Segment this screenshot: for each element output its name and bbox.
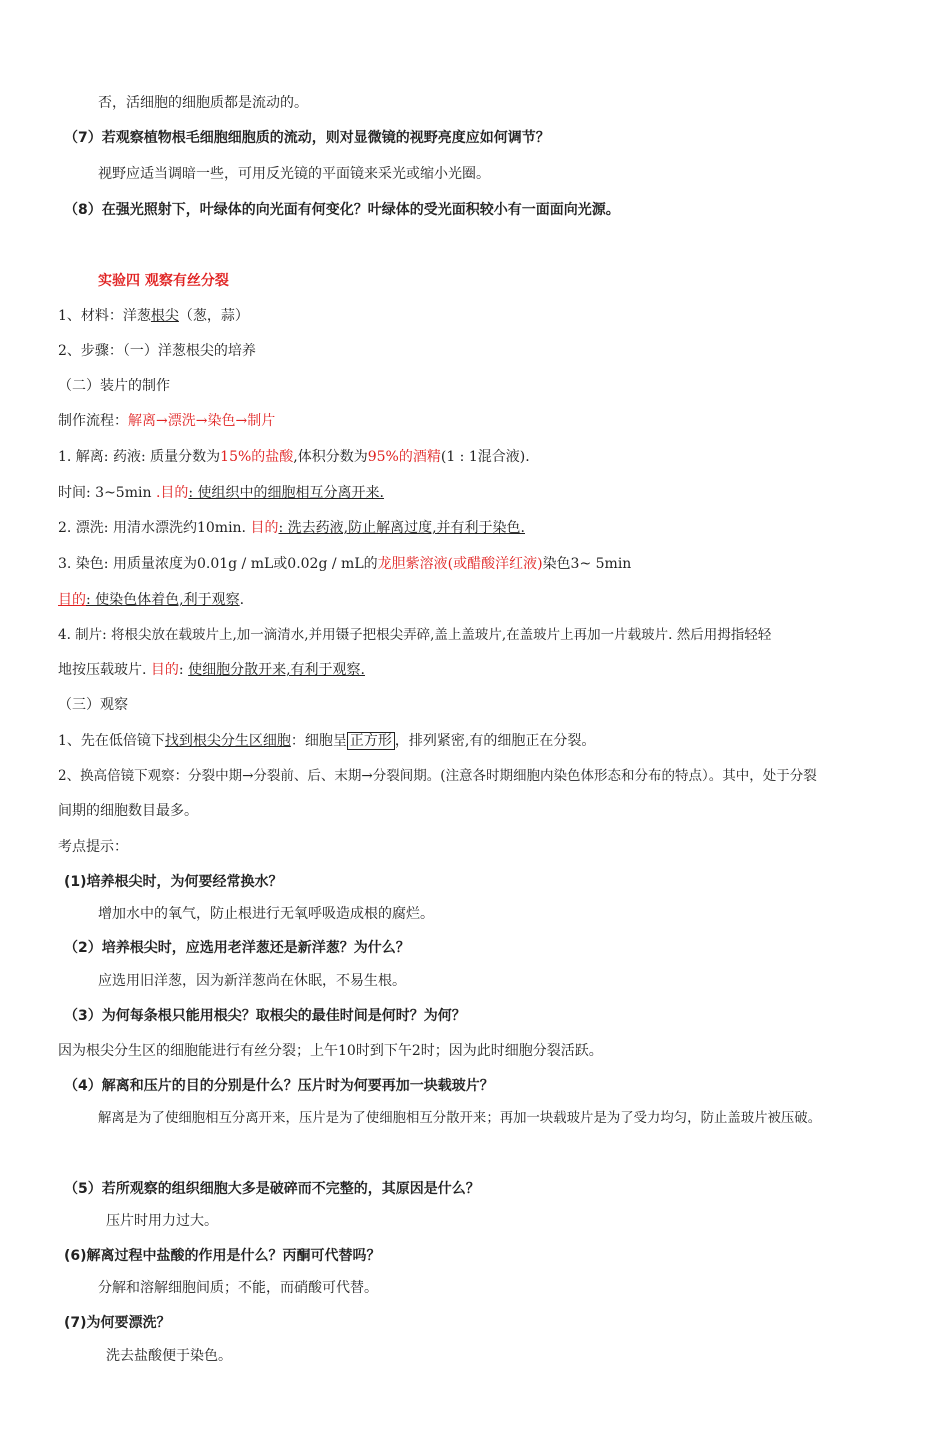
ranse-goal-line: [58, 590, 244, 610]
flow-label: 制作流程：: [58, 413, 128, 429]
question-heading: （8）在强光照射下，叶绿体的向光面有何变化？叶绿体的受光面积较小有一面面向光源。: [64, 202, 620, 218]
question-heading: （4）解离和压片的目的分别是什么？压片时为何要再加一块载玻片？: [64, 1078, 494, 1094]
highlight-text: 龙胆紫溶液(或醋酸洋红液): [377, 556, 543, 572]
text-segment: 地按压载玻片.: [58, 662, 151, 678]
question-heading: （5）若所观察的组织细胞大多是破碎而不完整的，其原因是什么？: [64, 1181, 480, 1197]
underlined-text: 使细胞分散开来,有利于观察.: [188, 662, 365, 678]
steps-line: 2、步骤：（一）洋葱根尖的培养: [58, 343, 256, 359]
text-segment: .: [239, 592, 245, 608]
highlight-text: 15%的盐酸: [220, 449, 294, 465]
time-line: [58, 483, 384, 503]
text-segment: 1、材料：洋葱: [58, 308, 151, 324]
ranse-line: [58, 554, 631, 574]
zhipian-line-2: [58, 660, 365, 680]
question-heading: （2）培养根尖时，应选用老洋葱还是新洋葱？为什么？: [64, 940, 410, 956]
text-segment: 染色3~ 5min: [542, 556, 632, 572]
text-segment: 1. 解离: 药液: 质量分数为: [58, 449, 221, 465]
text-line: 否，活细胞的细胞质都是流动的。: [98, 95, 308, 111]
answer-text: 增加水中的氧气，防止根进行无氧呼吸造成根的腐烂。: [98, 906, 434, 922]
underlined-text: 根尖: [150, 308, 179, 324]
underlined-text: : 使染色体着色,利于观察: [86, 592, 240, 608]
jieli-line: [58, 447, 530, 467]
question-heading: （3）为何每条根只能用根尖？取根尖的最佳时间是何时？为何？: [64, 1008, 466, 1024]
highlight-text: .目的: [155, 485, 189, 501]
piaoxi-line: [58, 518, 525, 538]
material-line: [58, 306, 249, 326]
flow-value: 解离→漂洗→染色→制片: [128, 413, 276, 429]
answer-text: 洗去盐酸便于染色。: [106, 1348, 232, 1364]
observe-line-1: [58, 731, 595, 751]
question-heading: （7）若观察植物根毛细胞细胞质的流动，则对显微镜的视野亮度应如何调节？: [64, 130, 550, 146]
question-heading: (6)解离过程中盐酸的作用是什么？丙酮可代替吗？: [64, 1248, 381, 1264]
question-heading: (1)培养根尖时，为何要经常换水？: [64, 874, 283, 890]
text-segment: （葱，蒜）: [178, 308, 249, 324]
text-segment: 1、先在低倍镜下: [58, 733, 165, 749]
text-segment: 时间: 3~5min: [58, 485, 156, 501]
highlight-text: 95%的酒精: [367, 449, 441, 465]
boxed-text: 正方形: [347, 732, 395, 750]
question-heading: (7)为何要漂洗？: [64, 1315, 171, 1331]
subsection-heading: （三）观察: [58, 697, 128, 713]
text-segment: 2. 漂洗: 用清水漂洗约10min.: [58, 520, 251, 536]
answer-text: 压片时用力过大。: [106, 1213, 218, 1229]
highlight-text: 目的: [250, 520, 279, 536]
subsection-heading: （二）装片的制作: [58, 378, 170, 394]
text-segment: (1 : 1混合液).: [440, 449, 530, 465]
answer-text: 分解和溶解细胞间质；不能，而硝酸可代替。: [98, 1280, 378, 1296]
answer-text: 应选用旧洋葱，因为新洋葱尚在休眠，不易生根。: [98, 973, 406, 989]
underlined-text: 找到根尖分生区细胞: [164, 733, 291, 749]
underlined-text: : 使组织中的细胞相互分离开来.: [188, 485, 385, 501]
text-segment: :: [178, 662, 189, 678]
text-segment: ：细胞呈: [290, 733, 347, 749]
observe-line-3: 间期的细胞数目最多。: [58, 803, 198, 819]
zhipian-line: 4. 制片: 将根尖放在载玻片上,加一滴清水,并用镊子把根尖弄碎,盖上盖玻片,在盖玻片上再加一片载玻片. 然后用拇指轻轻: [58, 627, 772, 643]
text-segment: ，排列紧密,有的细胞正在分裂。: [394, 733, 596, 749]
observe-line-2: 2、换高倍镜下观察：分裂中期→分裂前、后、末期→分裂间期。(注意各时期细胞内染色体形态和分布的特点）。其中，处于分裂: [58, 768, 817, 784]
section-title: 实验四 观察有丝分裂: [98, 273, 229, 289]
kaodian-heading: 考点提示：: [58, 839, 128, 855]
underlined-text: : 洗去药液,防止解离过度,并有利于染色.: [278, 520, 525, 536]
answer-text: 解离是为了使细胞相互分离开来，压片是为了使细胞相互分散开来；再加一块载玻片是为了受力均匀，防止盖玻片被压破。: [98, 1111, 822, 1126]
answer-text: 因为根尖分生区的细胞能进行有丝分裂；上午10时到下午2时；因为此时细胞分裂活跃。: [58, 1043, 603, 1059]
flow-line: [58, 411, 275, 431]
highlight-text: 目的: [150, 662, 179, 678]
text-segment: 3. 染色: 用质量浓度为0.01g / mL或0.02g / mL的: [58, 556, 378, 572]
highlight-text: 目的: [58, 592, 86, 608]
text-segment: ,体积分数为: [293, 449, 368, 465]
answer-text: 视野应适当调暗一些，可用反光镜的平面镜来采光或缩小光圈。: [98, 166, 490, 182]
